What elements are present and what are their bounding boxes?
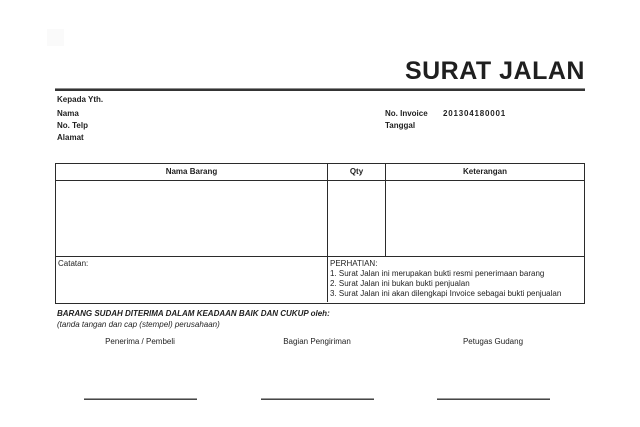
recipient-heading: Kepada Yth. xyxy=(57,95,104,104)
notes-cell: Catatan: xyxy=(56,257,328,302)
items-table-header-row xyxy=(56,164,584,181)
cell-nama-barang-empty xyxy=(56,181,328,256)
recipient-address-label: Alamat xyxy=(57,133,84,142)
attention-item: 3. Surat Jalan ini akan dilengkapi Invoice sebagai bukti penjualan xyxy=(330,289,562,298)
cell-qty-empty xyxy=(328,181,386,256)
page-title: SURAT JALAN xyxy=(404,57,585,85)
items-table xyxy=(55,163,585,304)
signature-stamp-note: (tanda tangan dan cap (stempel) perusahaan) xyxy=(57,320,220,329)
attention-title: PERHATIAN: xyxy=(330,259,378,268)
signatory-label-gudang: Petugas Gudang xyxy=(462,337,524,346)
signatory-label-penerima: Penerima / Pembeli xyxy=(105,337,175,346)
column-header-nama-barang: Nama Barang xyxy=(56,164,328,180)
signature-line-penerima xyxy=(84,398,197,400)
signature-line-gudang xyxy=(437,398,550,400)
invoice-number-value: 201304180001 xyxy=(443,109,506,118)
invoice-number-label: No. Invoice xyxy=(385,109,428,118)
cell-keterangan-empty xyxy=(386,181,584,256)
attention-item: 1. Surat Jalan ini merupakan bukti resmi penerimaan barang xyxy=(330,269,545,278)
scan-artifact xyxy=(47,29,64,46)
attention-cell xyxy=(328,257,584,302)
items-table-body-row xyxy=(56,181,584,257)
recipient-phone-label: No. Telp xyxy=(57,121,88,130)
signature-line-pengiriman xyxy=(261,398,374,400)
invoice-date-label: Tanggal xyxy=(385,121,416,130)
attention-item: 2. Surat Jalan ini bukan bukti penjualan xyxy=(330,279,470,288)
signatory-label-pengiriman: Bagian Pengiriman xyxy=(283,337,351,346)
column-header-qty: Qty xyxy=(328,164,386,180)
items-table-footer-row xyxy=(56,257,584,302)
recipient-name-label: Nama xyxy=(57,109,79,118)
column-header-keterangan: Keterangan xyxy=(462,167,507,176)
received-statement: BARANG SUDAH DITERIMA DALAM KEADAAN BAIK DAN CUKUP oleh: xyxy=(57,309,330,318)
title-divider xyxy=(55,88,585,91)
